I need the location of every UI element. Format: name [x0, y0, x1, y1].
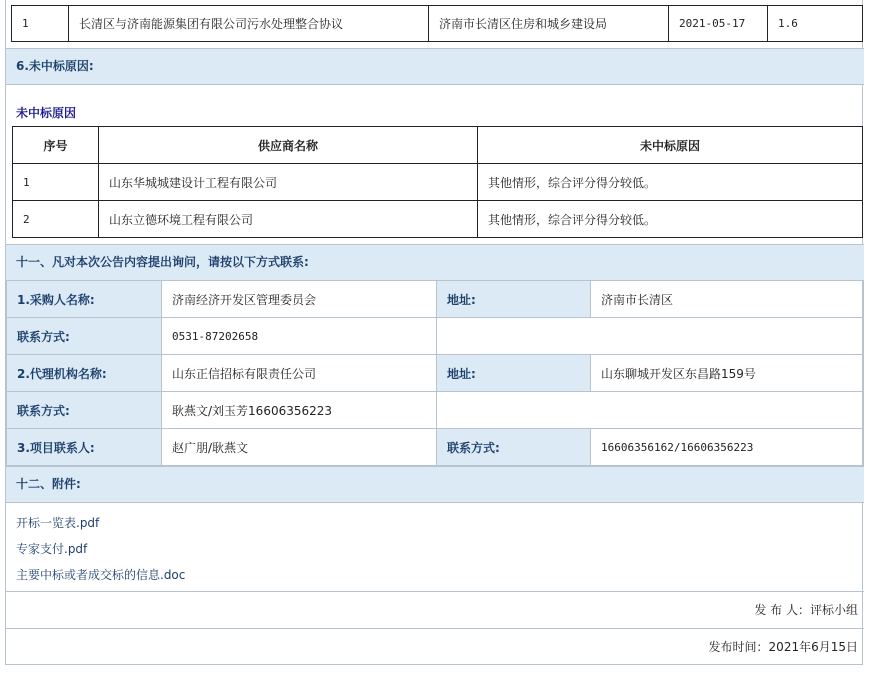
losing-subtitle: 未中标原因 — [16, 106, 77, 120]
contract-amount: 1.6 — [768, 6, 863, 42]
header-no: 序号 — [13, 127, 99, 164]
agency-contact-value: 耿燕文/刘玉芳16606356223 — [162, 392, 437, 429]
table-row — [7, 281, 864, 318]
agency-contact-label: 联系方式: — [7, 392, 162, 429]
table-header-row — [13, 127, 863, 164]
contract-no: 1 — [12, 6, 69, 42]
publisher: 发 布 人：评标小组 — [6, 591, 864, 628]
row-reason: 其他情形，综合评分得分较低。 — [478, 201, 863, 238]
agency-label: 2.代理机构名称: — [7, 355, 162, 392]
header-supplier: 供应商名称 — [99, 127, 478, 164]
row-no: 1 — [13, 164, 99, 201]
row-reason: 其他情形，综合评分得分较低。 — [478, 164, 863, 201]
project-contact-value: 16606356162/16606356223 — [591, 429, 864, 466]
row-supplier: 山东立德环境工程有限公司 — [99, 201, 478, 238]
project-contact-label: 联系方式: — [437, 429, 591, 466]
section-6-title: 6.未中标原因: — [6, 48, 864, 85]
agency-addr-label: 地址: — [437, 355, 591, 392]
contract-buyer: 济南市长清区住房和城乡建设局 — [429, 6, 669, 42]
table-row — [7, 392, 864, 429]
header-reason: 未中标原因 — [478, 127, 863, 164]
table-row — [13, 201, 863, 238]
contract-table — [11, 5, 863, 42]
buyer-label: 1.采购人名称: — [7, 281, 162, 318]
agency-addr-value: 山东聊城开发区东昌路159号 — [591, 355, 864, 392]
section-12-title: 十二、附件: — [6, 466, 864, 503]
attachment-link-bid-list[interactable]: 开标一览表.pdf — [16, 516, 100, 530]
announcement-page — [5, 0, 863, 665]
contact-table — [6, 280, 864, 466]
losing-table — [12, 126, 863, 238]
agency-value: 山东正信招标有限责任公司 — [162, 355, 437, 392]
attachment-link-expert-payment[interactable]: 专家支付.pdf — [16, 542, 88, 556]
buyer-value: 济南经济开发区管理委员会 — [162, 281, 437, 318]
buyer-contact-label: 联系方式: — [7, 318, 162, 355]
row-supplier: 山东华城城建设计工程有限公司 — [99, 164, 478, 201]
section-11-title: 十一、凡对本次公告内容提出询问，请按以下方式联系: — [6, 244, 864, 281]
empty-cell — [437, 318, 864, 355]
project-label: 3.项目联系人: — [7, 429, 162, 466]
contract-name: 长清区与济南能源集团有限公司污水处理整合协议 — [69, 6, 429, 42]
project-value: 赵广朋/耿燕文 — [162, 429, 437, 466]
buyer-addr-label: 地址: — [437, 281, 591, 318]
row-no: 2 — [13, 201, 99, 238]
table-row — [7, 355, 864, 392]
empty-cell — [437, 392, 864, 429]
publish-time: 发布时间：2021年6月15日 — [6, 628, 864, 665]
attachment-link-winning-info[interactable]: 主要中标或者成交标的信息.doc — [16, 568, 186, 582]
table-row — [12, 6, 863, 42]
table-row — [7, 429, 864, 466]
contract-date: 2021-05-17 — [669, 6, 768, 42]
table-row — [13, 164, 863, 201]
buyer-contact-value: 0531-87202658 — [162, 318, 437, 355]
table-row — [7, 318, 864, 355]
buyer-addr-value: 济南市长清区 — [591, 281, 864, 318]
